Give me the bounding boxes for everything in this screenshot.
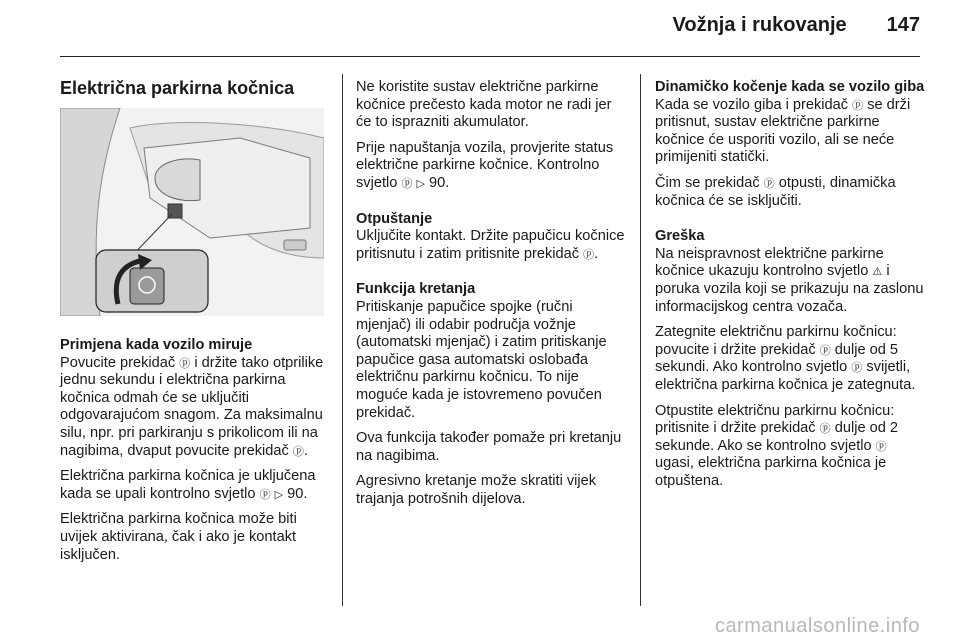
paragraph: Električna parkirna kočnica je uključena kada se upali kontrolno svjetlo ⓟ ▷ 90. bbox=[60, 468, 316, 502]
page-number: 147 bbox=[886, 14, 920, 36]
paragraph: Zategnite električnu parkirnu kočnicu: povucite i držite prekidač ⓟ dulje od 5 sekundi. Ako kontrolno svjetlo ⓟ svijetli, električna parkirna kočnica je zategnuta. bbox=[655, 324, 916, 393]
header-rule bbox=[60, 56, 920, 57]
column-3 bbox=[655, 79, 927, 498]
paragraph: Uključite kontakt. Držite papučicu kočnice pritisnutu i zatim pritisnite prekidač ⓟ. bbox=[356, 228, 625, 262]
paragraph: Na neispravnost električne parkirne kočnice ukazuju kontrolno svjetlo ⚠ i poruka vozila koji se prikazuju na zaslonu informacijskog centra vozača. bbox=[655, 245, 924, 315]
paragraph: Ne koristite sustav električne parkirne kočnice prečesto kada motor ne radi jer će to isprazniti akumulator. bbox=[356, 79, 612, 131]
parking-brake-switch-icon: ⓟ bbox=[179, 356, 191, 370]
header-title: Vožnja i rukovanje bbox=[672, 14, 847, 36]
heading-drive-away: Funkcija kretanja bbox=[356, 281, 476, 298]
reference-arrow-icon: ▷ bbox=[274, 487, 284, 501]
section-title: Električna parkirna kočnica bbox=[60, 78, 295, 98]
paragraph: Prije napuštanja vozila, provjerite status električne parkirne kočnice. Kontrolno svjetlo ⓟ ▷ 90. bbox=[356, 139, 614, 191]
parking-brake-illustration bbox=[60, 108, 324, 316]
heading-release: Otpuštanje bbox=[356, 210, 433, 227]
parking-brake-switch-icon: ⓟ bbox=[292, 444, 304, 458]
heading-fault: Greška bbox=[655, 228, 705, 245]
parking-brake-switch-icon: ⓟ bbox=[401, 176, 413, 190]
watermark: carmanualsonline.info bbox=[714, 615, 920, 637]
paragraph: Otpustite električnu parkirnu kočnicu: pritisnite i držite prekidač ⓟ dulje od 2 sekunde. Ako se kontrolno svjetlo ⓟ ugasi, električna parkirna kočnica je otpuštena. bbox=[655, 402, 899, 489]
column-divider bbox=[640, 74, 641, 606]
paragraph: Pritiskanje papučice spojke (ručni mjenjač) ili odabir područja vožnje (automatski mjenjač) i zatim pritiskanje papučice gasa automatski oslobađa električnu parkirnu kočnicu. To nije moguće kada je istovremeno povučen prekidač. bbox=[356, 298, 607, 421]
parking-brake-switch-icon: ⓟ bbox=[819, 422, 831, 436]
column-divider bbox=[342, 74, 343, 606]
column-2 bbox=[356, 79, 628, 516]
parking-brake-switch-icon: ⓟ bbox=[259, 487, 271, 501]
brake-warning-icon: ⚠ bbox=[872, 265, 883, 279]
paragraph: Agresivno kretanje može skratiti vijek trajanja potrošnih dijelova. bbox=[356, 473, 597, 507]
heading-apply-stationary: Primjena kada vozilo miruje bbox=[60, 337, 253, 353]
parking-brake-switch-icon: ⓟ bbox=[819, 343, 831, 357]
heading-dynamic-braking: Dinamičko kočenje kada se vozilo giba bbox=[655, 79, 925, 95]
paragraph: Kada se vozilo giba i prekidač ⓟ se drži pritisnut, sustav električne parkirne kočnice će usporiti vozilo, ali se neće primijeniti statički. bbox=[655, 96, 911, 166]
parking-brake-switch-icon: ⓟ bbox=[763, 176, 775, 190]
paragraph: Električna parkirna kočnica može biti uvijek aktivirana, čak i ako je kontakt isključen. bbox=[60, 511, 297, 563]
paragraph: Povucite prekidač ⓟ i držite tako otprilike jednu sekundu i električna parkirna kočnica odmah će se uključiti odgovarajućom snagom. Za maksimalnu silu, npr. pri parkiranju s prikolicom ili na nagibima, dvaput povucite prekidač ⓟ. bbox=[60, 354, 324, 459]
parking-brake-switch-icon: ⓟ bbox=[583, 247, 595, 261]
page-header bbox=[673, 14, 921, 37]
paragraph: Ova funkcija također pomaže pri kretanju na nagibima. bbox=[356, 430, 622, 464]
parking-brake-switch-icon: ⓟ bbox=[875, 439, 887, 453]
column-1 bbox=[60, 337, 328, 572]
reference-arrow-icon: ▷ bbox=[416, 176, 425, 190]
parking-brake-switch-icon: ⓟ bbox=[851, 361, 863, 375]
parking-brake-switch-icon: ⓟ bbox=[852, 98, 864, 112]
paragraph: Čim se prekidač ⓟ otpusti, dinamička kočnica će se isključiti. bbox=[655, 174, 896, 209]
